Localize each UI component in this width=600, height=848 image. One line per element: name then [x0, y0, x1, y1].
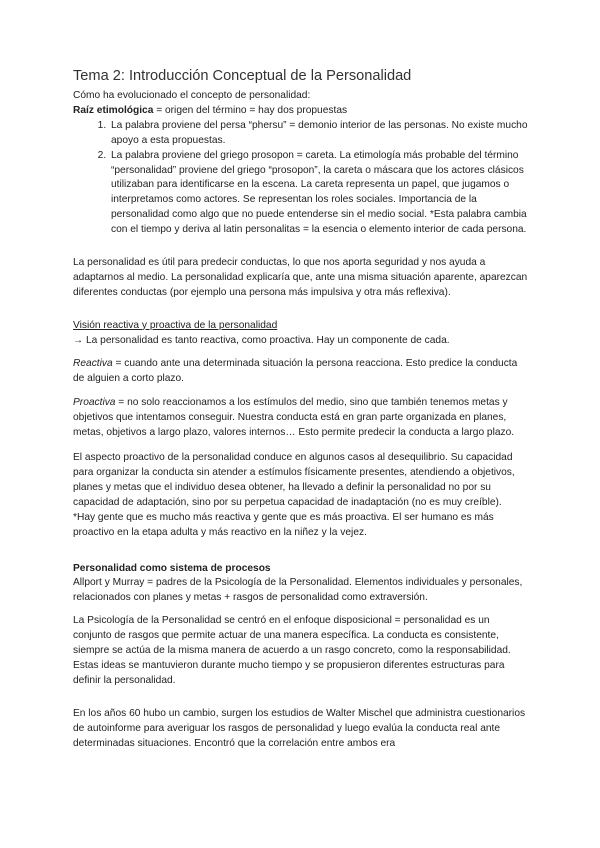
document-title: Tema 2: Introducción Conceptual de la Personalidad	[73, 68, 412, 84]
proactiva-term: Proactiva	[73, 397, 116, 409]
vision-heading: Visión reactiva y proactiva de la personalidad	[73, 319, 278, 331]
vision-note: *Hay gente que es mucho más reactiva y gente que es más proactiva. El ser humano es más proactivo en la etapa adulta y más reactivo en la niñez y la vejez.	[73, 511, 494, 538]
aspecto-para: El aspecto proactivo de la personalidad conduce en algunos casos al desequilibrio. Su capacidad para organizar la conducta sin atender a estímulos físicamente presentes, atendiendo a objetivos, planes y metas que el individuo desea obtener, ha llevado a definir la personalidad no por su capacidad de adaptación, sino por su perpetua capacidad de inadaptación (no es muy creíble).	[73, 452, 515, 508]
allport-para: Allport y Murray = padres de la Psicología de la Personalidad. Elementos individuales y personales, relacionados con planes y metas + rasgos de personalidad como extraversión.	[73, 577, 523, 604]
raiz-text: = origen del término = hay dos propuestas	[153, 104, 348, 116]
raiz-line	[73, 104, 528, 119]
intro-question: Cómo ha evolucionado el concepto de personalidad:	[73, 90, 311, 101]
list-item: 1. La palabra proviene del persa “phersu” = demonio interior de las personas. No existe mucho apoyo a esta propuestas.	[109, 119, 528, 149]
reactiva-text: = cuando ante una determinada situación la persona reacciona. Esto predice la conducta de alguien a corto plazo.	[73, 357, 518, 384]
sistema-heading: Personalidad como sistema de procesos	[73, 562, 271, 574]
proactiva-para	[73, 396, 528, 441]
vision-arrow-line: → La personalidad es tanto reactiva, como proactiva. Hay un componente de cada.	[73, 334, 450, 346]
reactiva-term: Reactiva	[73, 357, 113, 369]
raiz-label: Raíz etimológica	[73, 104, 154, 116]
list-item: 2. La palabra proviene del griego prosopon = careta. La etimología más probable del término “personalidad” proviene del griego “prosopon”, la careta o máscara que los actores clásicos utilizaban para identificarse en la escena. La careta representa un papel, que jugamos o interpretamos como actores. Se representan los roles sociales. Importancia de la personalidad como algo que no puede entenderse sin el medio social. *Esta palabra cambia con el tiempo y deriva al latin personalitas = la esencia o elemento interior de cada persona.	[109, 149, 528, 238]
psicologia-para: La Psicología de la Personalidad se centró en el enfoque disposicional = personalidad es un conjunto de rasgos que permite actuar de una manera específica. La conducta es consistente, siempre se actúa de la misma manera de acuerdo a un rasgo concreto, como la responsabilidad. Estas ideas se mantuvieron durante mucho tiempo y se propusieron diferentes estructuras para definir la personalidad.	[73, 615, 511, 686]
reactiva-para	[73, 357, 528, 387]
etymology-list	[73, 119, 528, 238]
document-page	[73, 66, 528, 752]
para-utilidad: La personalidad es útil para predecir conductas, lo que nos aporta seguridad y nos ayuda a adaptarnos al medio. La personalidad explicaría que, ante una misma situación aparente, aparezcan diferentes conductas (por ejemplo una persona más impulsiva y otra más reflexiva).	[73, 257, 528, 298]
proactiva-text: = no solo reaccionamos a los estímulos del medio, sino que también tenemos metas y objetivos que intentamos conseguir. Nuestra conducta está en gran parte organizada en planes, metas, objetivos a largo plazo, valores internos… Esto permite predecir la conducta a largo plazo.	[73, 397, 515, 439]
anios60-para: En los años 60 hubo un cambio, surgen los estudios de Walter Mischel que administra cuestionarios de autoinforme para averiguar los rasgos de personalidad y luego evalúa la conducta real ante determinadas situaciones. Encontró que la correlación entre ambos era	[73, 707, 526, 749]
